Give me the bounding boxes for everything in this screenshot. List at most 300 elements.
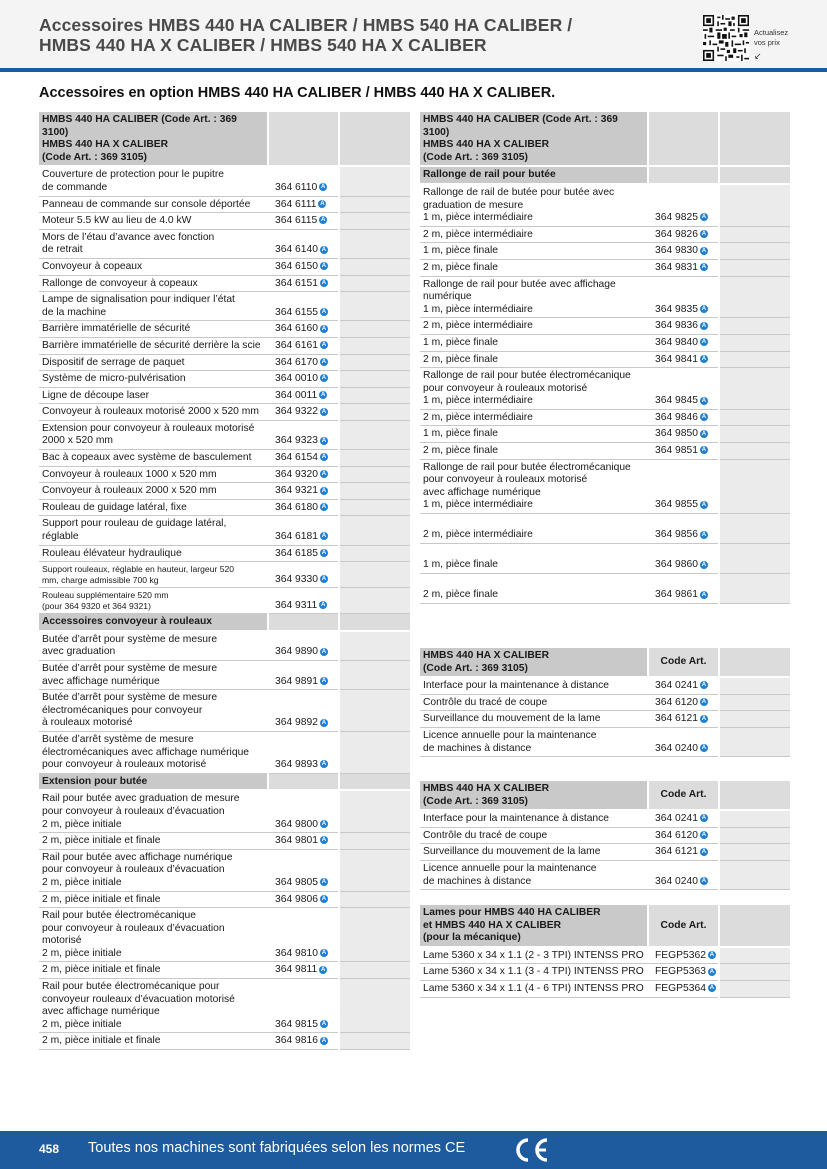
empty-header-cell [339,112,410,166]
item-description: Rouleau supplémentaire 520 mm (pour 364 9320 et 364 9321) [39,588,268,614]
item-code-text: 364 6155 [275,306,318,318]
item-code [268,499,339,516]
price-info-icon[interactable]: A [701,715,707,722]
item-code [268,562,339,588]
item-description: Interface pour la maintenance à distance [420,677,648,694]
item-code [648,184,719,226]
price-info-icon[interactable]: A [321,677,327,684]
price-info-icon[interactable]: A [321,309,327,315]
item-code [268,849,339,891]
table-row [39,387,410,404]
item-description: Convoyeur à copeaux [39,258,268,275]
item-code-text: 364 6140 [275,244,318,256]
item-code-text: 364 6161 [275,339,318,351]
table-row [39,588,410,614]
qr-caption-line2: vos prix [754,38,780,47]
item-code [268,196,339,213]
item-description: Bac à copeaux avec système de basculement [39,450,268,467]
table-row [420,243,790,260]
item-description: Rail pour butée électromécanique pour convoyeur rouleaux d’évacuation motorisé avec affichage numérique 2 m, pièce initiale [39,979,268,1033]
price-info-icon[interactable]: A [321,837,327,844]
price-info-icon[interactable]: A [701,355,707,362]
price-info-icon[interactable]: A [321,375,327,382]
empty-cell [719,980,790,997]
item-code [268,275,339,292]
item-code-text: 364 6111 [275,198,317,210]
item-code [268,337,339,354]
item-code [648,368,719,410]
item-description: 2 m, pièce intermédiaire [420,226,648,243]
item-code-text: 364 9851 [655,445,698,457]
item-description: Rallonge de rail pour butée avec affichage numérique 1 m, pièce intermédiaire [420,276,648,318]
table-row [39,790,410,832]
item-description: Convoyeur à rouleaux motorisé 2000 x 520 mm [39,404,268,421]
price-info-icon[interactable]: A [321,879,327,886]
item-code-text: 364 6115 [275,215,318,227]
item-code [648,459,719,513]
empty-cell [719,947,790,964]
item-description: Mors de l’étau d’avance avec fonction de retrait [39,229,268,258]
item-code-text: 364 6120 [655,829,698,841]
item-code [268,387,339,404]
empty-cell [339,213,410,230]
empty-cell [339,387,410,404]
price-info-icon[interactable]: A [321,820,327,827]
item-description: Lampe de signalisation pour indiquer l’état de la machine [39,292,268,321]
table-row [39,337,410,354]
price-info-icon[interactable]: A [701,397,707,404]
empty-cell [339,891,410,908]
item-code [648,827,719,844]
item-description: Moteur 5.5 kW au lieu de 4.0 kW [39,213,268,230]
empty-cell [719,677,790,694]
empty-cell [339,258,410,275]
item-code-text: 364 6110 [275,181,318,193]
empty-cell [719,259,790,276]
item-code [648,844,719,861]
item-code-text: 364 9806 [275,893,318,905]
arrow-down-left-icon: ↙ [754,51,762,61]
empty-cell [719,544,790,574]
item-code-text: 364 0240 [655,875,698,887]
item-code [268,466,339,483]
item-description: Licence annuelle pour la maintenance de machines à distance [420,727,648,756]
item-description: Butée d’arrêt pour système de mesure avec affichage numérique [39,661,268,690]
item-code [648,226,719,243]
item-code-text: 364 9890 [275,646,318,658]
empty-cell [719,351,790,368]
price-info-icon[interactable]: A [321,246,327,253]
item-code-text: 364 9856 [655,529,698,541]
item-description: Support rouleaux, réglable en hauteur, largeur 520 mm, charge admissible 700 kg [39,562,268,588]
item-code-text: 364 9311 [275,599,318,611]
item-code [648,443,719,460]
footer-text: Toutes nos machines sont fabriquées selon les normes CE [88,1140,466,1156]
table-row [39,483,410,500]
item-code [268,420,339,449]
item-code [268,979,339,1033]
item-description: Ligne de découpe laser [39,387,268,404]
item-code-text: 364 0241 [655,813,698,825]
price-info-icon[interactable]: A [321,325,327,332]
empty-cell [719,368,790,410]
item-code-text: 364 9893 [275,759,318,771]
empty-cell [339,321,410,338]
table-row [420,980,790,997]
item-code [268,545,339,562]
price-info-icon[interactable]: A [320,200,325,207]
table-subheader-row [420,166,790,184]
empty-cell [339,962,410,979]
table-row [420,318,790,335]
price-info-icon[interactable]: A [321,950,327,957]
price-info-icon[interactable]: A [321,470,327,477]
empty-cell [719,844,790,861]
item-code [268,891,339,908]
price-info-icon[interactable]: A [701,815,707,822]
qr-code-icon[interactable] [703,15,749,61]
price-info-icon[interactable]: A [321,342,327,349]
right-blades-table [420,905,790,998]
empty-cell [339,790,410,832]
item-description: Rallonge de rail pour butée électromécanique pour convoyeur à rouleaux motorisé avec affichage numérique 1 m, pièce intermédiaire [420,459,648,513]
empty-cell [719,694,790,711]
item-description: Panneau de commande sur console déportée [39,196,268,213]
empty-header-cell [719,648,790,677]
item-code-text: 364 6170 [275,356,318,368]
item-description: 2 m, pièce intermédiaire [420,514,648,544]
price-info-icon[interactable]: A [701,214,707,221]
empty-cell [339,196,410,213]
item-code-text: FEGP5363 [655,966,706,978]
item-code-text: 364 6121 [655,846,698,858]
item-code [648,259,719,276]
empty-header-cell [268,773,339,790]
empty-cell [719,514,790,544]
table-row [39,258,410,275]
table-row [420,727,790,756]
item-code-text: FEGP5362 [655,949,706,961]
item-code [648,544,719,574]
item-code [648,677,719,694]
table-header-row [420,781,790,810]
price-info-icon[interactable]: A [701,848,707,855]
table-row [39,516,410,545]
item-code-text: 364 9831 [655,261,698,273]
table-row [39,631,410,661]
empty-cell [719,443,790,460]
empty-cell [339,631,410,661]
empty-cell [339,371,410,388]
item-code-text: 364 9801 [275,835,318,847]
item-description: 1 m, pièce finale [420,334,648,351]
empty-cell [719,184,790,226]
table-row [420,574,790,604]
price-info-icon[interactable]: A [701,339,707,346]
empty-header-cell [648,166,719,184]
empty-cell [719,243,790,260]
price-info-icon[interactable]: A [701,414,707,421]
empty-cell [719,409,790,426]
price-info-icon[interactable]: A [701,832,707,839]
item-code-text: 364 9891 [275,675,318,687]
price-info-icon[interactable]: A [321,487,327,494]
item-code [648,574,719,604]
table-row [39,833,410,850]
item-description: 2 m, pièce intermédiaire [420,318,648,335]
item-description: Rouleau de guidage latéral, fixe [39,499,268,516]
item-description: 2 m, pièce finale [420,574,648,604]
empty-header-cell [719,905,790,947]
price-info-icon[interactable]: A [321,217,326,224]
item-description: 2 m, pièce intermédiaire [420,409,648,426]
empty-cell [339,833,410,850]
qr-caption-line1: Actualisez [754,28,789,37]
table-row [39,420,410,449]
empty-cell [339,337,410,354]
empty-cell [339,229,410,258]
item-code [268,661,339,690]
price-info-icon[interactable]: A [321,966,326,973]
empty-header-cell [268,112,339,166]
item-description: Interface pour la maintenance à distance [420,810,648,827]
empty-header-cell [719,166,790,184]
item-code-text: 364 9892 [275,717,318,729]
item-code-text: 364 0011 [275,389,318,401]
empty-cell [339,849,410,891]
item-code [648,980,719,997]
empty-header-cell [268,614,339,631]
item-code [268,1033,339,1050]
table-row [39,229,410,258]
item-code-text: 364 0240 [655,742,698,754]
price-info-icon[interactable]: A [321,719,327,726]
table-row [39,371,410,388]
price-info-icon[interactable]: A [701,682,707,689]
item-description: 2 m, pièce initiale et finale [39,891,268,908]
price-info-icon[interactable]: A [701,591,707,598]
item-code-text: 364 9826 [655,228,698,240]
item-code-text: 364 9320 [275,468,318,480]
item-description: 2 m, pièce finale [420,351,648,368]
item-code-text: 364 9861 [655,589,698,601]
price-info-icon[interactable]: A [321,549,327,556]
table-row [39,979,410,1033]
item-code-text: 364 9846 [655,411,698,423]
table-row [39,321,410,338]
price-info-icon[interactable]: A [321,1037,327,1044]
item-code [268,229,339,258]
price-info-icon[interactable]: A [321,358,327,365]
empty-cell [339,731,410,773]
item-description: Rail pour butée électromécanique pour convoyeur à rouleaux d’évacuation motorisé 2 m, pièce initiale [39,908,268,962]
page-header [0,0,827,68]
table-row [420,544,790,574]
price-info-icon[interactable]: A [701,447,707,454]
table-row [420,827,790,844]
table-row [39,962,410,979]
item-code-text: 364 9835 [655,303,698,315]
table-row [420,860,790,889]
price-info-icon[interactable]: A [321,504,327,511]
price-info-icon[interactable]: A [321,184,326,191]
item-code-text: 364 0010 [275,373,318,385]
item-description: Convoyeur à rouleaux 1000 x 520 mm [39,466,268,483]
item-description: Convoyeur à rouleaux 2000 x 520 mm [39,483,268,500]
item-description: 2 m, pièce initiale et finale [39,833,268,850]
item-code-text: 364 9322 [275,406,318,418]
section-title: Accessoires en option HMBS 440 HA CALIBER / HMBS 440 HA X CALIBER. [39,85,556,101]
item-code [648,426,719,443]
item-code-text: 364 9825 [655,212,698,224]
price-info-icon[interactable]: A [701,699,707,706]
right-x-caliber-table-2 [420,781,790,890]
item-code-text: 364 9816 [275,1035,318,1047]
item-code-text: 364 6121 [655,713,698,725]
item-code [268,166,339,196]
price-info-icon[interactable]: A [701,264,707,271]
price-info-icon[interactable]: A [321,601,326,608]
price-info-icon[interactable]: A [701,501,707,508]
table-row [420,694,790,711]
table-row [420,226,790,243]
item-description: Extension pour convoyeur à rouleaux motorisé 2000 x 520 mm [39,420,268,449]
item-description: Barrière immatérielle de sécurité [39,321,268,338]
empty-cell [719,964,790,981]
table-row [420,443,790,460]
table-row [420,351,790,368]
empty-cell [339,166,410,196]
item-code-text: 364 6185 [275,547,318,559]
item-code-text: 364 9860 [655,559,698,571]
item-code [268,631,339,661]
item-code-text: 364 6150 [275,260,318,272]
price-info-icon[interactable]: A [701,561,707,568]
price-info-icon[interactable]: A [701,531,707,538]
table-subheader-title: Extension pour butée [39,773,268,790]
item-code-text: 364 9850 [655,428,698,440]
empty-cell [339,516,410,545]
price-info-icon[interactable]: A [701,247,707,254]
table-row [39,545,410,562]
empty-cell [339,690,410,732]
price-info-icon[interactable]: A [321,895,327,902]
table-subheader-row [39,614,410,631]
empty-cell [339,661,410,690]
code-column-header: Code Art. [648,648,719,677]
item-description: 1 m, pièce finale [420,426,648,443]
item-code [268,450,339,467]
table-row [39,213,410,230]
item-description: Lame 5360 x 34 x 1.1 (2 - 3 TPI) INTENSS PRO [420,947,648,964]
empty-cell [339,404,410,421]
qr-caption [754,28,788,48]
item-code-text: 364 6180 [275,501,318,513]
item-code [268,908,339,962]
table-row [39,275,410,292]
table-row [39,196,410,213]
price-info-icon[interactable]: A [321,648,327,655]
price-info-icon[interactable]: A [709,968,715,975]
table-row [420,711,790,728]
price-info-icon[interactable]: A [321,437,327,444]
table-row [39,499,410,516]
empty-cell [339,466,410,483]
table-row [420,259,790,276]
price-info-icon[interactable]: A [701,430,707,437]
header-divider [0,68,827,72]
item-description: 1 m, pièce finale [420,243,648,260]
item-code [268,790,339,832]
item-code [648,727,719,756]
empty-cell [719,810,790,827]
price-info-icon[interactable]: A [321,454,327,461]
price-info-icon[interactable]: A [701,877,707,884]
item-description: 2 m, pièce finale [420,259,648,276]
price-info-icon[interactable]: A [709,952,715,959]
item-code [648,351,719,368]
item-code-text: 364 9830 [655,245,698,257]
table-subheader-row [39,773,410,790]
right-rail-extension-table [420,112,790,604]
price-info-icon[interactable]: A [701,322,707,329]
price-info-icon[interactable]: A [321,408,327,415]
price-info-icon[interactable]: A [701,231,707,238]
table-row [420,426,790,443]
item-description: Rail pour butée avec affichage numérique pour convoyeur à rouleaux d’évacuation 2 m, pièce initiale [39,849,268,891]
price-info-icon[interactable]: A [321,279,327,286]
table-row [39,661,410,690]
table-row [420,184,790,226]
item-code [648,409,719,426]
price-info-icon[interactable]: A [709,985,715,992]
item-code-text: 364 6154 [275,452,318,464]
table-row [420,844,790,861]
page-title-line1: Accessoires HMBS 440 HA CALIBER / HMBS 540 HA CALIBER / [39,15,573,35]
empty-cell [719,574,790,604]
table-row [39,450,410,467]
item-description: Contrôle du tracé de coupe [420,827,648,844]
item-code [268,371,339,388]
table-row [420,334,790,351]
price-info-icon[interactable]: A [321,1021,327,1028]
item-code-text: 364 6151 [275,277,318,289]
table-row [420,964,790,981]
price-info-icon[interactable]: A [701,306,707,312]
item-description: Lame 5360 x 34 x 1.1 (4 - 6 TPI) INTENSS PRO [420,980,648,997]
table-row [39,849,410,891]
left-accessories-table [39,112,410,1050]
item-description: Couverture de protection pour le pupitre de commande [39,166,268,196]
price-info-icon[interactable]: A [321,533,327,540]
table-row [420,810,790,827]
price-info-icon[interactable]: A [321,391,326,398]
item-code [648,711,719,728]
empty-cell [719,827,790,844]
item-code-text: 364 9805 [275,876,318,888]
ce-mark-icon [511,1136,551,1164]
item-code [648,964,719,981]
price-info-icon[interactable]: A [321,263,327,270]
empty-cell [339,1033,410,1050]
item-code [648,243,719,260]
item-code-text: 364 9330 [275,573,318,585]
price-info-icon[interactable]: A [701,744,707,751]
item-description: Surveillance du mouvement de la lame [420,844,648,861]
price-info-icon[interactable]: A [321,575,327,582]
page-footer [0,1131,827,1169]
price-info-icon[interactable]: A [321,761,327,768]
